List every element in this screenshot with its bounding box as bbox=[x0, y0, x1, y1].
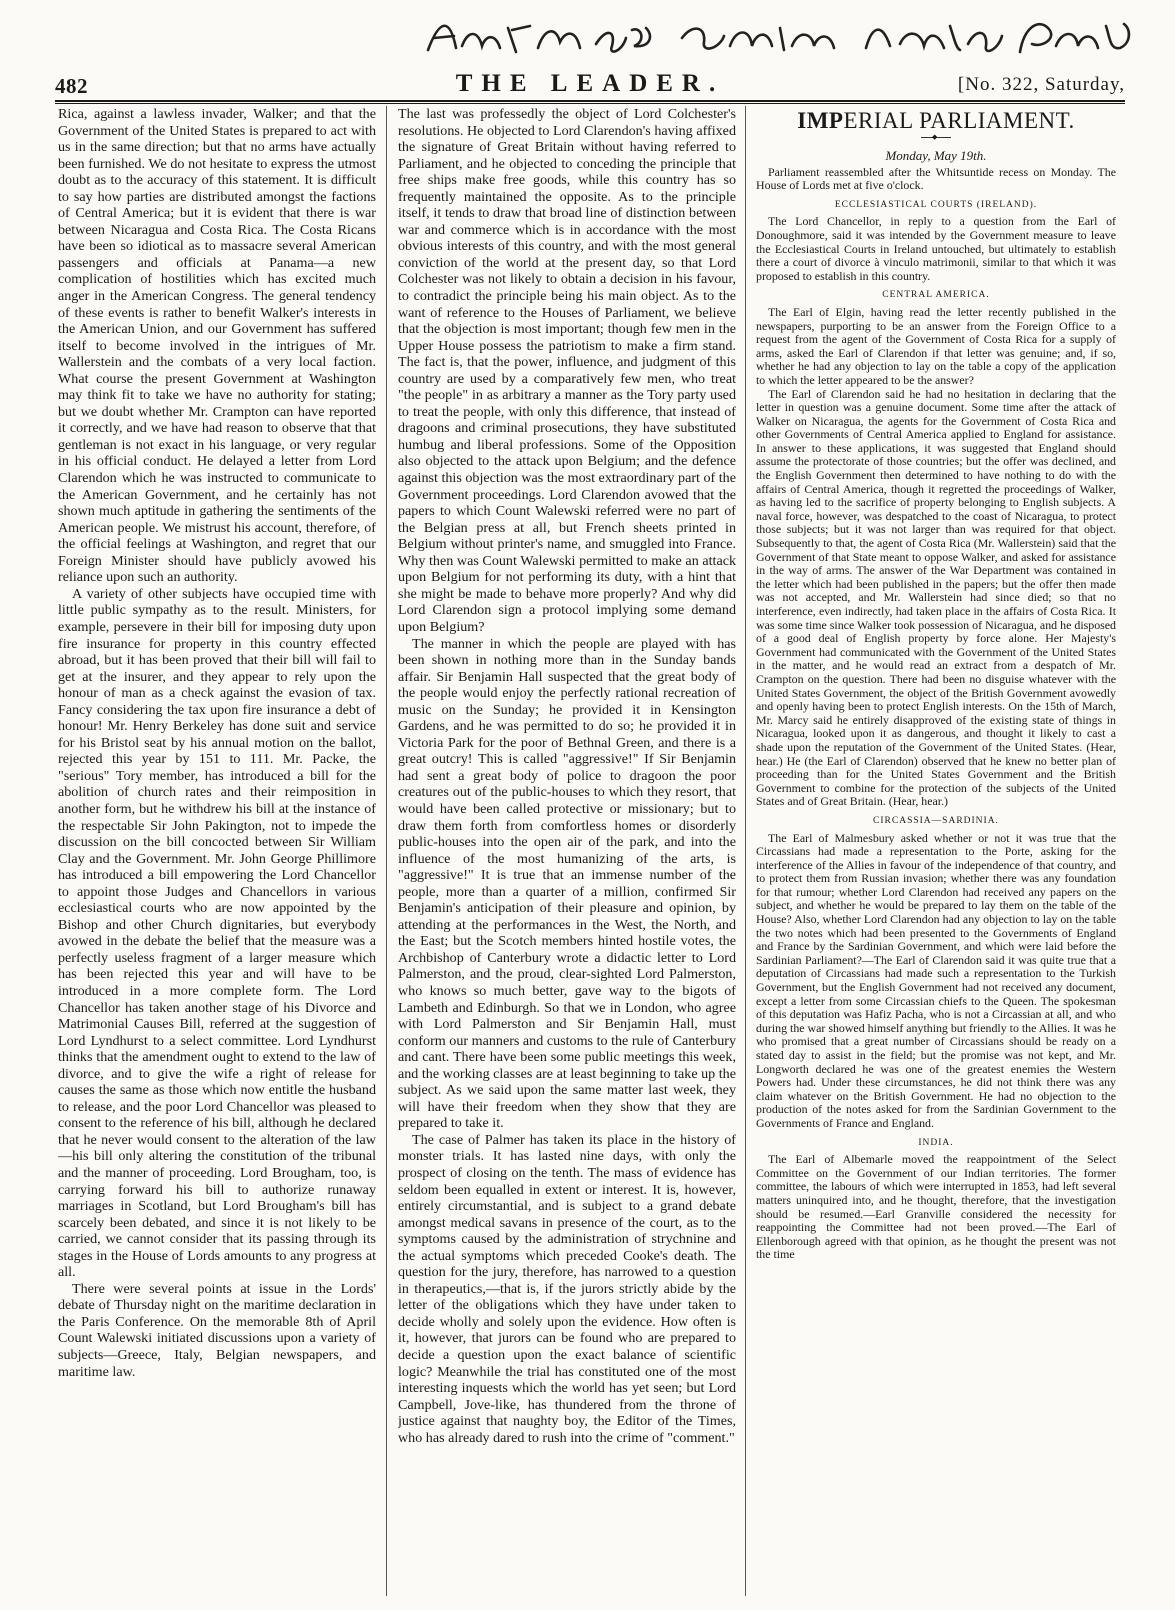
section-title-damaged-letters: IMP bbox=[797, 108, 844, 133]
col2-paragraph-1: The last was professedly the object of Lord Colchester's resolutions. He objected to Lord Clarendon's having affixed the signature of Great Britain without having referred to Parliament, and he objected to conceding the principle that free ships make free goods, while this country has so frequently maintained the opposite. As to the principle itself, it tends to draw that broad line of distinction between war and commerce which is in accordance with the most obvious interests of this country, and with the most general conviction of the world at the present day, so that Lord Colchester was not likely to obtain a decision in his favour, to contradict the principle being his main object. As to the want of reference to the Houses of Parliament, we believe that the objection is most important; though few men in the Upper House possess the patriotism to make a firm stand. The fact is, that the power, influence, and judgment of this country are used by a comparatively few men, who treat "the people" in as arbitrary a manner as the Tory party used to treat the people, with only this difference, that instead of dragoons and criminal prosecutions, they have substituted humbug and liberal professions. Some of the Opposition also objected to the attack upon Belgium; and the defence against this objection was the most extraordinary part of the Government proceedings. Lord Clarendon avowed that the papers to which Count Walewski referred were no part of the Belgian press at all, but French sheets printed in Belgium without printer's name, and smuggled into France. Why then was Count Walewski permitted to make an attack upon Belgium for not performing its duty, with a hint that she might be made to behave more properly? And why did Lord Clarendon sign a protocol implying some demand upon Belgium? bbox=[398, 106, 736, 635]
column-1 bbox=[58, 106, 376, 1596]
session-intro: Parliament reassembled after the Whitsuntide recess on Monday. The House of Lords met at five o'clock. bbox=[756, 164, 1116, 193]
column-divider-1 bbox=[386, 106, 387, 1596]
col2-paragraph-3: The case of Palmer has taken its place in the history of monster trials. It has lasted nine days, with only the prospect of closing on the tenth. The mass of evidence has seldom been equalled in extent or interest. It is, however, entirely circumstantial, and is subject to a grand debate amongst medical savans in presence of the court, as to the symptoms caused by the administration of strychnine and the actual symptoms which preceded Cooke's death. The question for the jury, therefore, has narrowed to a question in therapeutics,—that is, if the jurors strictly abide by the letter of the obligations which they have under taken to decide wholly and solely upon the evidence. How often is it, however, that jurors can be found who are prepared to decide a question upon the exact balance of scientific logic? Meanwhile the trial has constituted one of the most interesting inquests which the world has yet seen; but Lord Campbell, Jove-like, has thundered from the throne of justice against that naughty boy, the Editor of the Times, who has already dared to rush into the crime of "comment." bbox=[398, 1131, 736, 1446]
ecclesiastical-paragraph-1: The Lord Chancellor, in reply to a question from the Earl of Donoughmore, said it was intended by the Government measure to leave the Ecclesiastical Courts in Ireland untouched, but ultimately to establish there a court of divorce à vinculo matrimonii, similar to that which it was proposed to establish in this country. bbox=[756, 214, 1116, 283]
column-divider-2 bbox=[745, 106, 746, 1596]
col1-paragraph-1: Rica, against a lawless invader, Walker; and that the Government of the United States is prepared to act with us in the same direction; but that no arms have actually been furnished. We do not hesitate to express the utmost doubt as to the accuracy of this statement. It is difficult to say how parties are distributed amongst the factions of Central America; but it is evident that there is war between Nicaragua and Costa Rica. The Costa Ricans have been so idiotical as to massacre several American passengers and officials at Panama—a new complication of hostilities which has excited much anger in the American Congress. The general tendency of these events is rather to benefit Walker's interests in the American Union, and our Government has suffered itself to become involved in the intrigues of Mr. Wallerstein and the combats of a very local faction. What course the present Government at Washington may think fit to take we have no authority for stating; but we doubt whether Mr. Crampton can have reported it correctly, and we have had reason to observe that that gentleman is not exact in his language, or very regular in his official conduct. He delayed a letter from Lord Clarendon which he was instructed to communicate to the American Government, and he certainly has not shown much aptitude in gathering the sentiments of the American people. We mistrust his account, therefore, of the official feelings at Washington, and regret that our Foreign Minister should have publicly avowed his reliance upon such an authority. bbox=[58, 106, 376, 586]
masthead-title: THE LEADER. bbox=[455, 70, 725, 97]
central-america-paragraph-1: The Earl of Elgin, having read the letter recently published in the newspapers, purporting to be an answer from the Foreign Office to a request from the agent of the Government of Costa Rica for a supply of arms, asked the Earl of Clarendon if that letter was genuine; and, if so, whether he had any objection to lay on the table a copy of the application to which the letter appeared to be the answer? bbox=[756, 304, 1116, 387]
col1-paragraph-2: A variety of other subjects have occupied time with little public sympathy as to the result. Ministers, for example, persevere in their bill for imposing duty upon fire insurance for property in this country effected abroad, but it has been proved that their bill will fail to get at the insurer, and they appear to rely upon the honour of man as a check against the evasion of tax. Fancy considering the tax upon fire insurance a debt of honour! Mr. Henry Berkeley has done suit and service for his Bristol seat by his annual motion on the ballot, rejected this year by 151 to 111. Mr. Packe, the "serious" Tory member, has introduced a bill for the abolition of church rates and their reimposition in another form, but he withdrew his bill at the instance of the respectable Sir John Pakington, not to impede the discussion on the bill concocted between Sir William Clay and the Government. Mr. John George Phillimore has introduced a bill empowering the Lord Chancellor to appoint those Judges and Chancellors in various ecclesiastical courts who are now appointed by the Bishop and other Church dignitaries, but everybody avowed in the debate the belief that the measure was a perfectly useless fragment of a larger measure which has been rejected this year and will have to be introduced in a more complete form. The Lord Chancellor has taken another stage of his Divorce and Matrimonial Causes Bill, referred at the suggestion of Lord Lyndhurst to a select committee. Lord Lyndhurst thinks that the amendment ought to extend to the law of divorce, and to give the wife a right of release for causes the same as those which now entitle the husband to release, and the poor Lord Chancellor was pleased to consent to the reference of his bill, although he declared that he never would consent to the alteration of the law—his bill only altering the constitution of the tribunal and the manner of proceeding. Lord Brougham, too, is carrying forward his bill to authorize runaway marriages in Scotland, but Lord Brougham's bill has scarcely been debated, and since it is not likely to be carried, we cannot consider that its passing through its stages in the House of Lords amounts to any progress at all. bbox=[58, 585, 376, 1281]
subheading-ecclesiastical-courts: ECCLESIASTICAL COURTS (IRELAND). bbox=[834, 199, 1038, 210]
header-rule bbox=[55, 100, 1125, 102]
ornament-rule bbox=[921, 137, 951, 144]
session-date: Monday, May 19th. bbox=[885, 148, 987, 163]
page-number: 482 bbox=[55, 74, 88, 98]
handwritten-annotation bbox=[420, 8, 1140, 66]
page-header bbox=[55, 70, 1125, 100]
subheading-circassia-sardinia: CIRCASSIA—SARDINIA. bbox=[873, 815, 999, 826]
issue-label: [No. 322, Saturday, bbox=[957, 74, 1125, 95]
col2-paragraph-2: The manner in which the people are played with has been shown in nothing more than in the Sunday bands affair. Sir Benjamin Hall suspected that the great body of the people would enjoy the perfectly rational recreation of music on the Sunday; he provided it in Kensington Gardens, and he was permitted to do so; he provided it in Victoria Park for the poor of Bethnal Green, and there is a great outcry! This is called "aggressive!" If Sir Benjamin had sent a great body of police to dragoon the poor creatures out of the public-houses to which they resort, that would have been called protective or missionary; but to draw them forth from comfortless homes or disorderly public-houses into the open air of the park, and into the influence of the most humanizing of the arts, is "aggressive!" It is true that an immense number of the people, more than a quarter of a million, confirmed Sir Benjamin's anticipation of their pleasure and opinion, by attending at the performances in the West, the North, and the East; but the Scotch members hinted hostile votes, the Archbishop of Canterbury wrote a didactic letter to Lord Palmerston, and the proud, clear-sighted Lord Palmerston, who knows so much better, gave way to the bigots of Lambeth and Edinburgh. So that we in London, who agree with Lord Palmerston and Sir Benjamin Hall, must conform our manners and customs to the rule of Canterbury and cant. There have been some public meetings this week, and the working classes are at least beginning to take up the subject. As we said upon the same matter last week, they will have their freedom when they show that they are prepared to take it. bbox=[398, 635, 736, 1132]
section-title-text: ERIAL PARLIAMENT. bbox=[843, 108, 1075, 133]
subheading-india: INDIA. bbox=[918, 1137, 954, 1148]
central-america-paragraph-2: The Earl of Clarendon said he had no hesitation in declaring that the letter in question was a genuine document. Some time after the attack of Walker on Nicaragua, the agents for the Government of Costa Rica and other Governments of Central America applied to England for assistance. In answer to these applications, it was suggested that England should assume the protectorate of those countries; but the offer was declined, and the English Government then determined to have nothing to do with the affairs of Central America, though it regretted the proceedings of Walker, as having led to the sacrifice of property belonging to English subjects. A naval force, however, was despatched to the coast of Nicaragua, to protect those subjects; but it was not larger than was required for that object. Subsequently to that, the agent of Costa Rica (Mr. Wallerstein) said that the Government of that State meant to oppose Walker, and asked for assistance in the way of arms. The answer of the War Department was contained in the letter which had been published in the papers; but the offer then made was not accepted, and Mr. Wallerstein had since died; so that no interference, even indirectly, had taken place in the affairs of Costa Rica. It was some time since Walker took possession of Nicaragua, and he disposed of a good deal of English property by force alone. Her Majesty's Government had communicated with the Government of the United States in the matter, and he would read an extract from a despatch of Mr. Crampton on the question. There had been no disguise whatever with the United States Government, the object of the British Government avowedly and openly having been to protect English interests. On the 15th of March, Mr. Marcy said he entirely disapproved of the existing state of things in Nicaragua, looked upon it as dangerous, and thought it likely to cast a shade upon the reputation of the Government of the United States. (Hear, hear.) He (the Earl of Clarendon) observed that he knew no better plan of proceeding than for the United States Government and the British Government to combine for the protection of the subjects of the United States and of Great Britain. (Hear, hear.) bbox=[756, 386, 1116, 809]
col1-paragraph-3: There were several points at issue in the Lords' debate of Thursday night on the maritime declaration in the Paris Conference. On the memorable 8th of April Count Walewski initiated discussions upon a variety of subjects—Greece, Italy, Belgian newspapers, and maritime law. bbox=[58, 1280, 376, 1380]
subheading-central-america: CENTRAL AMERICA. bbox=[882, 290, 990, 301]
column-2 bbox=[398, 106, 736, 1596]
column-3 bbox=[756, 106, 1116, 1596]
circassia-paragraph-1: The Earl of Malmesbury asked whether or not it was true that the Circassians had made a representation to the Porte, asking for the interference of the Allies in favour of the independence of that country, and to protect them from Russian invasion; whether there was any foundation for that rumour; whether Lord Clarendon had received any papers on the subject, and whether he would be prepared to lay them on the table of the House? Also, whether Lord Clarendon had any objection to lay on the table the two notes which had been presented to the Governments of England and France by the Sardinian Government, and which were laid before the Sardinian Parliament?—The Earl of Clarendon said it was quite true that a deputation of Circassians had made such a representation to the Turkish Government, but the English Government had not received any document, except a letter from some Circassian chiefs to the Queen. The spokesman of this deputation was Hafiz Pacha, who is not a Circassian at all, and who during the war showed himself anything but friendly to the Allies. It was he who promised that a great number of Circassians should be ready on a stated day to assist in the field; but the promise was not kept, and Mr. Longworth declared he was one of the greatest enemies the Western Powers had. Under these circumstances, he did not think there was any claim whatever on the British Government. He had no objection to the production of the notes asked for from the Sardinian Government to the Governments of France and England. bbox=[756, 830, 1116, 1130]
header-rule-thin bbox=[55, 103, 1125, 104]
india-paragraph-1: The Earl of Albemarle moved the reappointment of the Select Committee on the Government of our Indian territories. The former committee, the labours of which were interrupted in 1853, had left several matters uninquired into, and he thought, therefore, that the investigation should be resumed.—Earl Granville considered the necessity for reappointing the Committee had not been proved.—The Earl of Ellenborough agreed with that opinion, as he thought the present was not the time bbox=[756, 1152, 1116, 1262]
